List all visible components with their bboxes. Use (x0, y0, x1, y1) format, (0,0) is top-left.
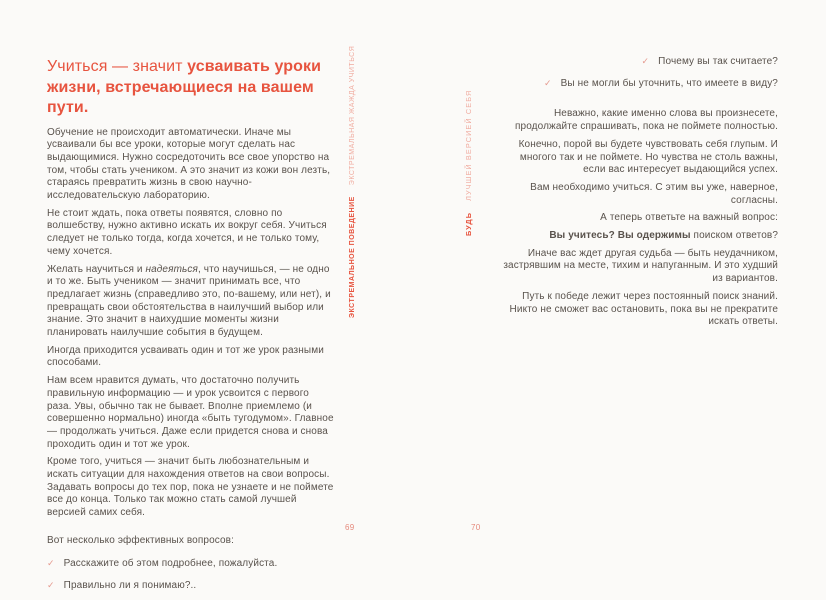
page-number-right: 70 (471, 523, 481, 532)
running-header-left (348, 46, 358, 318)
paragraph-text: , что научишься, — не одно и то же. Быть учеником — значит принимать все, что предлагает жизнь (справедливо это, по-вашему, или нет), и превращать свои обстоятельства в наилучший выбор или знание. Это значит в наихудшие моменты жизни планировать наилучшие события в будущем. (47, 263, 331, 339)
check-item-label: Вы не могли бы уточнить, что имеете в виду? (560, 77, 778, 89)
section-title-vertical: ЛУЧШЕЙ ВЕРСИЕЙ СЕБЯ (464, 89, 473, 201)
check-item (47, 557, 335, 571)
question-line (500, 230, 778, 243)
question-bold-part: Вы учитесь? Вы одержимы (549, 230, 691, 242)
section-title-vertical: ЭКСТРЕМАЛЬНАЯ ЖАЖДА УЧИТЬСЯ (349, 45, 356, 186)
page-number-left: 69 (345, 523, 355, 532)
body-paragraph: Кроме того, учиться — значит быть любознательным и искать ситуации для нахождения ответов на свои вопросы. Задавать вопросы до тех пор, пока не узнаете и не поймете все до конца. Только так можно стать самой лучшей версией самих себя. (47, 456, 334, 519)
body-paragraph: Путь к победе лежит через постоянный поиск знаний. Никто не сможет вас остановить, пока вы не прекратите искать ответы. (509, 290, 778, 328)
questions-intro: Вот несколько эффективных вопросов: (47, 534, 234, 546)
check-item-label: Почему вы так считаете? (658, 56, 778, 67)
page-heading (47, 57, 335, 119)
check-item-label: Расскажите об этом подробнее, пожалуйста. (63, 557, 278, 569)
left-page (47, 57, 335, 593)
body-paragraph: Неважно, какие именно слова вы произнесете, продолжайте спрашивать, пока не поймете полностью. (514, 108, 778, 133)
heading-bold-part: усваивать уроки жизни, встречающиеся на вашем пути. (47, 58, 322, 116)
chapter-title-vertical: БУДЬ (464, 211, 473, 236)
paragraph-text: Желать научиться и (47, 263, 146, 275)
body-paragraph: А теперь ответьте на важный вопрос: (600, 212, 778, 224)
check-icon: ✓ (47, 557, 55, 568)
body-paragraph: Обучение не происходит автоматически. Иначе мы усваивали бы все уроки, которые могут сделать нас выдающимися. Нужно сосредоточить все свое упорство на том, чтобы стать учеником. А это значит из кожи вон лезть, стараясь превратить жизнь в свою научно-исследовательскую лабораторию. (47, 126, 331, 202)
italic-word: надеяться (145, 263, 198, 275)
right-page (500, 55, 778, 334)
body-paragraph (47, 264, 335, 340)
chapter-title-vertical: ЭКСТРЕМАЛЬНОЕ ПОВЕДЕНИЕ (349, 196, 356, 318)
check-item-label: Правильно ли я понимаю?.. (63, 580, 197, 592)
check-icon: ✓ (47, 580, 55, 591)
check-icon: ✓ (543, 77, 552, 88)
body-paragraph: Не стоит ждать, пока ответы появятся, словно по волшебству, нужно активно искать их вокруг себя. Учиться следует не только тогда, когда хочется, и не только тому, чему хочется. (47, 207, 327, 257)
body-paragraph: Вам необходимо учиться. С этим вы уже, наверное, согласны. (530, 181, 778, 206)
body-paragraph: Иначе вас ждет другая судьба — быть неудачником, застрявшим на месте, тихим и напуганным. И это худший из вариантов. (503, 247, 778, 285)
body-paragraph: Конечно, порой вы будете чувствовать себя глупым. И многого так и не поймете. Но чувства не столь важны, если вас интересует выдающийся успех. (518, 138, 778, 176)
running-header-right (464, 90, 474, 236)
check-icon: ✓ (641, 56, 650, 66)
check-item (47, 579, 335, 593)
check-item (500, 77, 778, 91)
body-paragraph: Нам всем нравится думать, что достаточно получить правильную информацию — и урок усвоится с первого раза. Увы, обычно так не бывает. Вполне приемлемо (и совершенно нормально) иногда «быть тугодумом». Главное — продолжать учиться. Даже если придется снова и снова проходить один и тот же урок. (47, 375, 334, 450)
check-item (500, 55, 778, 69)
check-group (500, 55, 778, 90)
heading-regular-part: Учиться — значит (47, 58, 188, 75)
question-regular-part: поиском ответов? (690, 230, 778, 242)
body-paragraph: Иногда приходится усваивать один и тот же урок разными способами. (47, 344, 324, 369)
